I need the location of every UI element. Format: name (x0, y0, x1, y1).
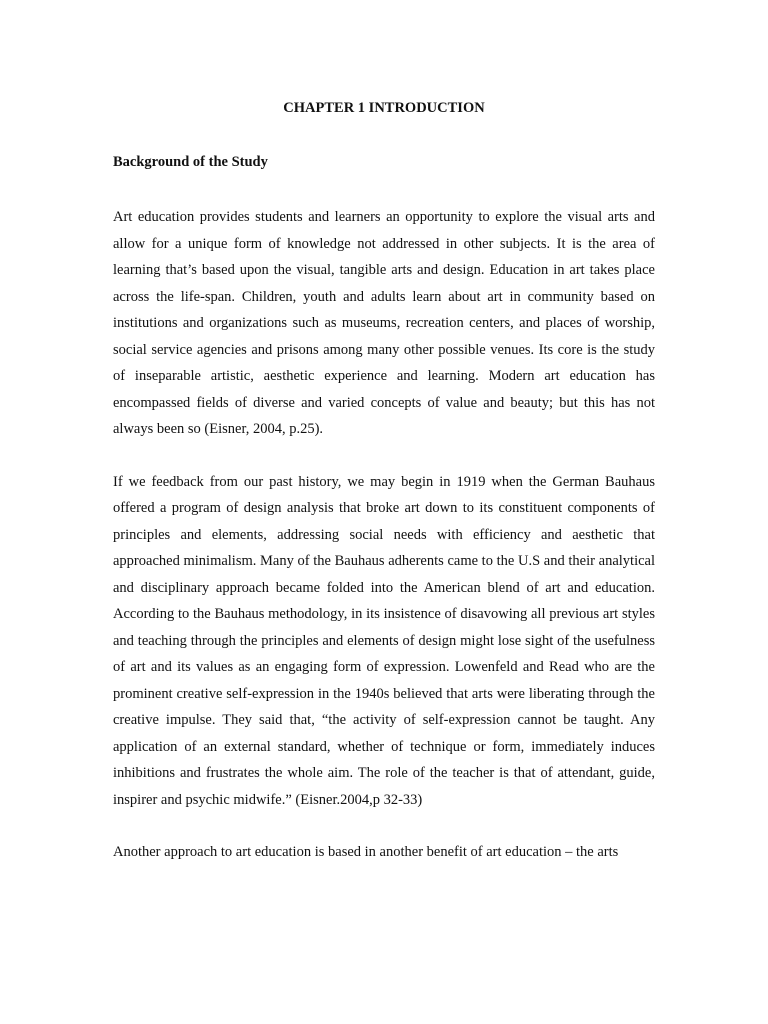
paragraph-1: Art education provides students and learners an opportunity to explore the visual arts and allow for a unique form of knowledge not addressed in other subjects. It is the area of learning that’s based upon the visual, tangible arts and design. Education in art takes place across the life-span. Children, youth and adults learn about art in community based on institutions and organizations such as museums, recreation centers, and places of worship, social service agencies and prisons among many other possible venues. Its core is the study of inseparable artistic, aesthetic experience and learning. Modern art education has encompassed fields of diverse and varied concepts of value and beauty; but this has not always been so (Eisner, 2004, p.25). (113, 209, 655, 437)
chapter-title: CHAPTER 1 INTRODUCTION (283, 100, 485, 116)
section-heading: Background of the Study (113, 154, 268, 170)
paragraph-2: If we feedback from our past history, we may begin in 1919 when the German Bauhaus offered a program of design analysis that broke art down to its constituent components of principles and elements, addressing social needs with efficiency and aesthetic that approached minimalism. Many of the Bauhaus adherents came to the U.S and their analytical and disciplinary approach became folded into the American blend of art and education. According to the Bauhaus methodology, in its insistence of disavowing all previous art styles and teaching through the principles and elements of design might lose sight of the usefulness of art and its values as an engaging form of expression. Lowenfeld and Read who are the prominent creative self-expression in the 1940s believed that arts were liberating through the creative impulse. They said that, “the activity of self-expression cannot be taught. Any application of an external standard, whether of technique or form, immediately induces inhibitions and frustrates the whole aim. The role of the teacher is that of attendant, guide, inspirer and psychic midwife.” (Eisner.2004,p 32-33) (113, 473, 655, 808)
paragraph-3: Another approach to art education is based in another benefit of art education – the arts (113, 844, 619, 860)
